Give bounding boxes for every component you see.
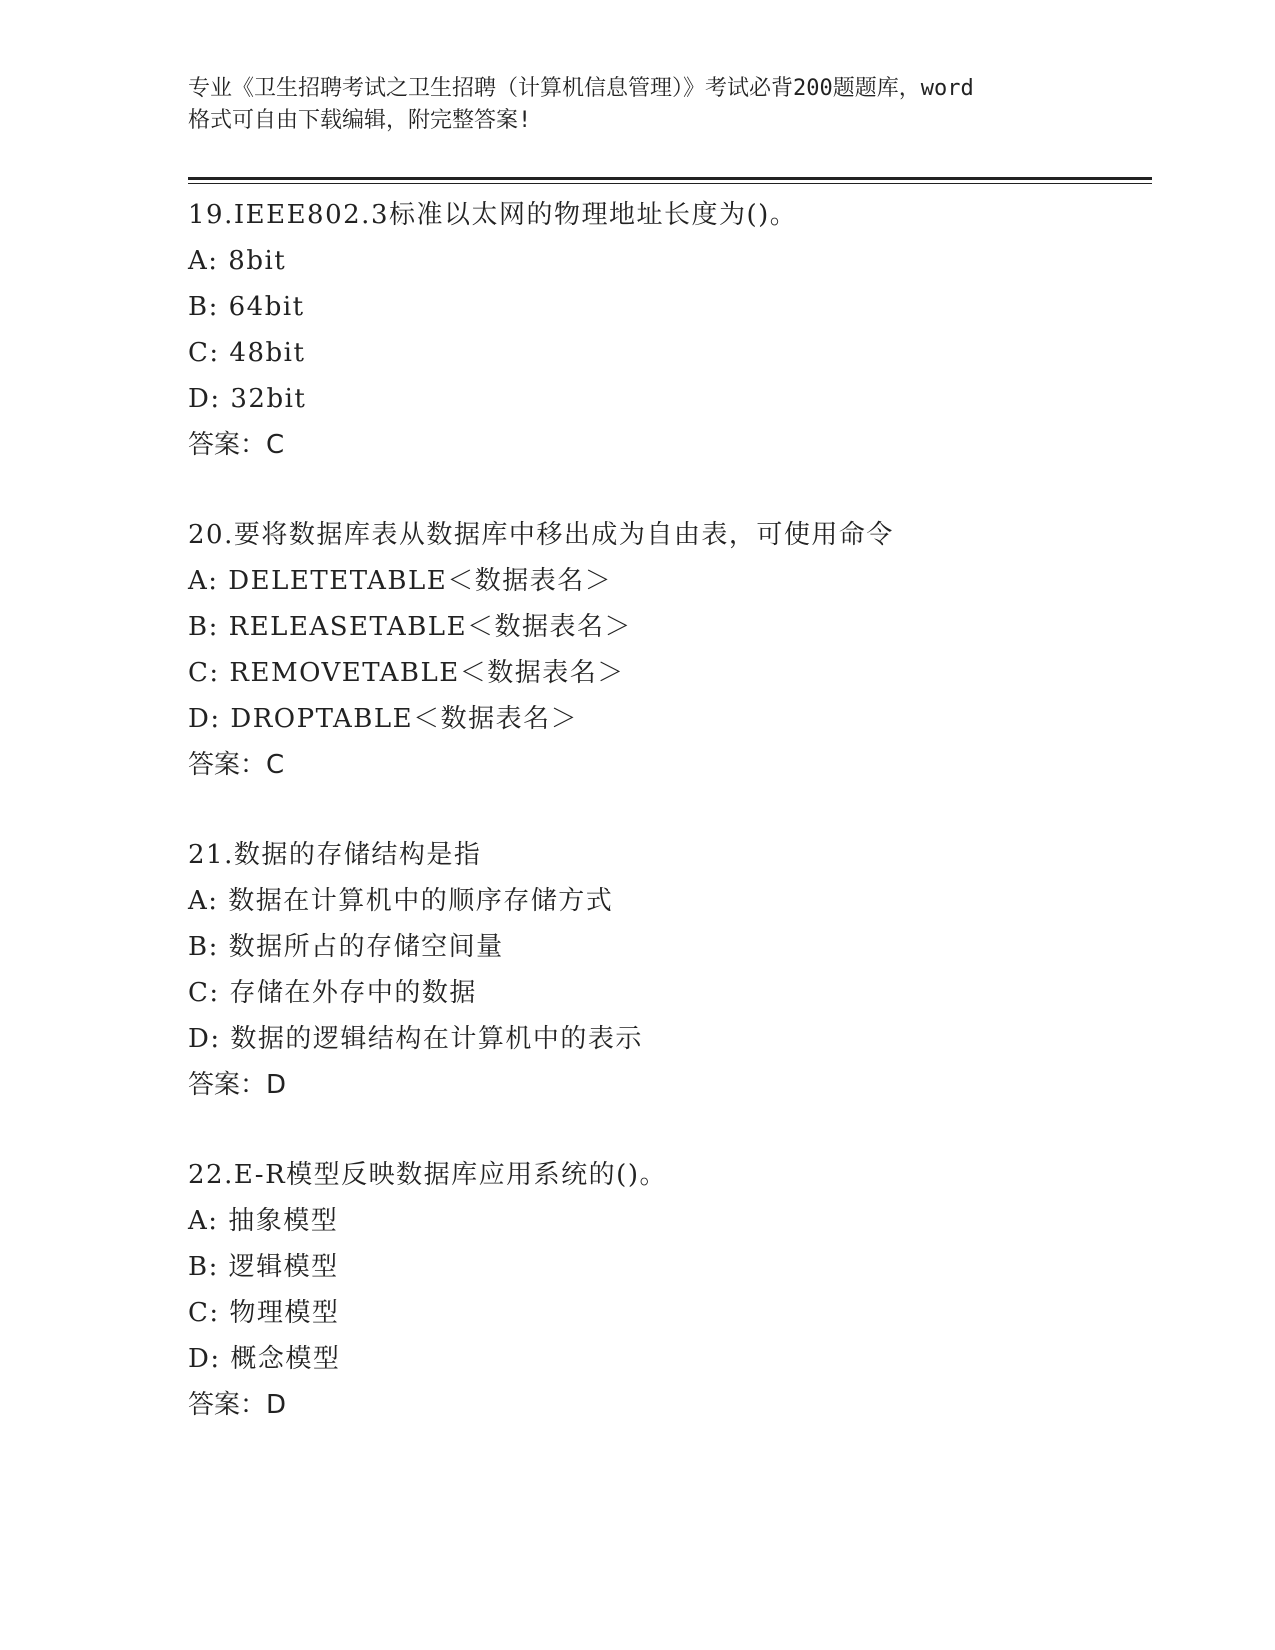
question-text: 19.IEEE802.3标准以太网的物理地址长度为()。 [188, 200, 798, 230]
question-text: 20.要将数据库表从数据库中移出成为自由表，可使用命令 [188, 520, 894, 550]
header-divider-thin [188, 183, 1152, 184]
question-list [188, 192, 1152, 1472]
answer-line: 答案：C [188, 430, 285, 460]
question-text: 22.E-R模型反映数据库应用系统的()。 [188, 1160, 667, 1190]
option-b: B: RELEASETABLE＜数据表名＞ [188, 612, 633, 642]
header-title-line-2: 格式可自由下载编辑，附完整答案! [188, 108, 532, 133]
option-d: D: 数据的逻辑结构在计算机中的表示 [188, 1024, 643, 1054]
option-c: C: 48bit [188, 338, 306, 368]
document-header [188, 73, 1088, 137]
question-21 [188, 832, 1152, 1108]
option-b: B: 64bit [188, 292, 305, 322]
header-title-line-1: 专业《卫生招聘考试之卫生招聘（计算机信息管理）》考试必背200题题库，word [188, 76, 974, 101]
answer-line: 答案：D [188, 1070, 287, 1100]
option-c: C: 物理模型 [188, 1298, 340, 1328]
option-b: B: 数据所占的存储空间量 [188, 932, 504, 962]
option-c: C: 存储在外存中的数据 [188, 978, 477, 1008]
option-d: D: 32bit [188, 384, 307, 414]
option-a: A: DELETETABLE＜数据表名＞ [188, 566, 613, 596]
question-19 [188, 192, 1152, 468]
option-c: C: REMOVETABLE＜数据表名＞ [188, 658, 625, 688]
answer-line: 答案：C [188, 750, 285, 780]
question-22 [188, 1152, 1152, 1428]
option-a: A: 数据在计算机中的顺序存储方式 [188, 886, 614, 916]
option-b: B: 逻辑模型 [188, 1252, 339, 1282]
question-20 [188, 512, 1152, 788]
option-a: A: 8bit [188, 246, 287, 276]
option-d: D: DROPTABLE＜数据表名＞ [188, 704, 579, 734]
header-divider-thick [188, 177, 1152, 180]
option-d: D: 概念模型 [188, 1344, 341, 1374]
question-text: 21.数据的存储结构是指 [188, 840, 482, 870]
answer-line: 答案：D [188, 1390, 287, 1420]
option-a: A: 抽象模型 [188, 1206, 339, 1236]
